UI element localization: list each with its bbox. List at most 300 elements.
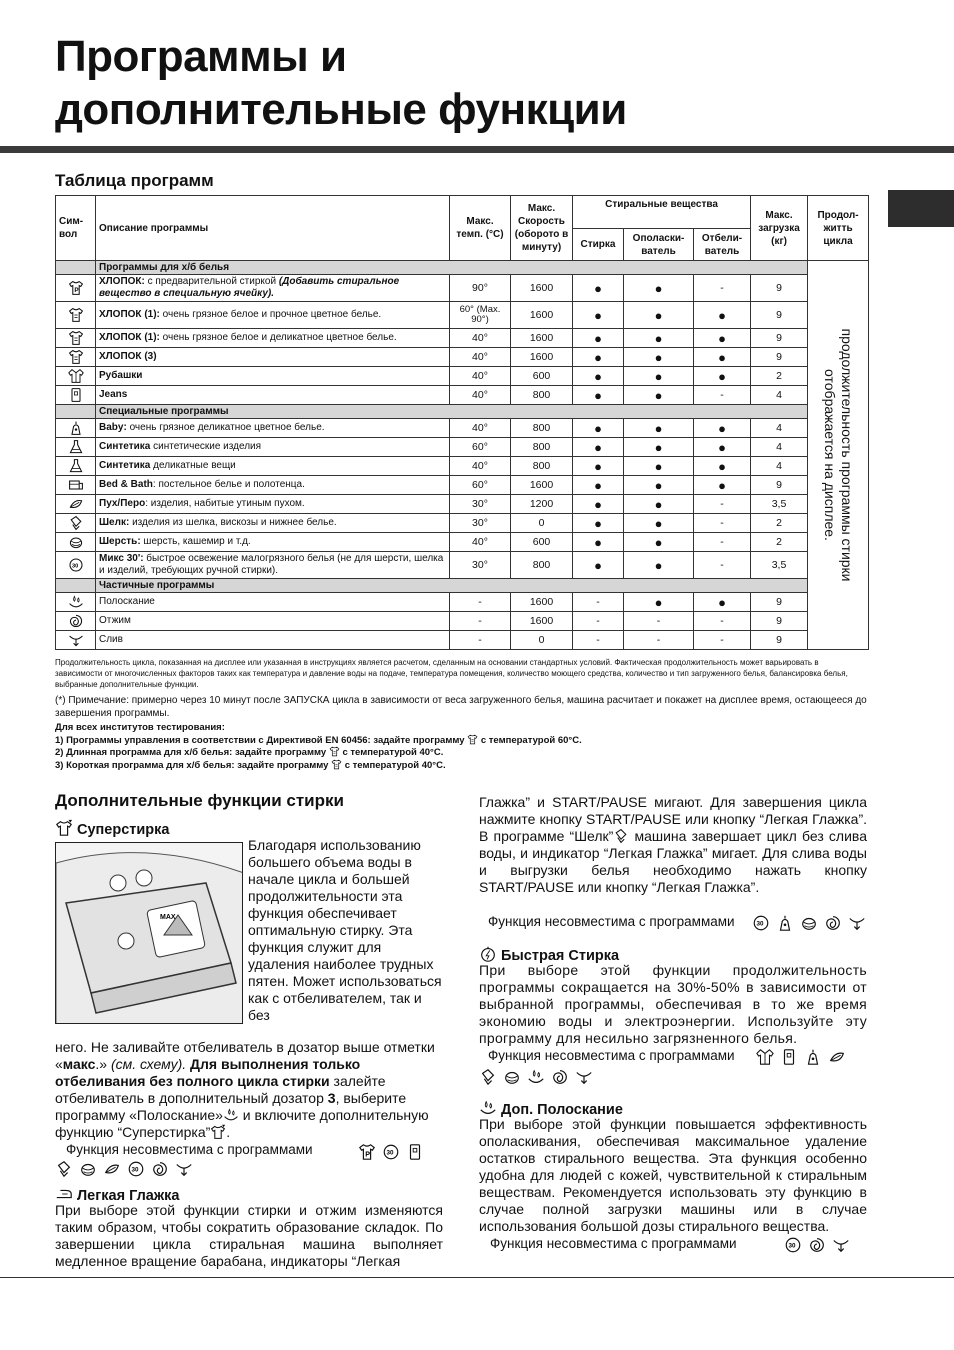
superwash-text-1: него. Не заливайте отбеливатель в дозатор выше отметки « <box>55 1039 435 1072</box>
language-tab-marker <box>888 190 954 227</box>
symbol-cell <box>56 476 96 495</box>
max-speed-cell: 1600 <box>511 275 573 302</box>
max-load-cell: 4 <box>751 457 808 476</box>
max-speed-cell: 1600 <box>511 593 573 612</box>
program-name: Bed & Bath <box>99 479 153 490</box>
rinse-cell: ● <box>624 476 694 495</box>
max-temp-cell: - <box>450 631 511 650</box>
program-description <box>96 533 450 552</box>
title-divider <box>0 146 954 153</box>
extra-functions-heading: Дополнительные функции стирки <box>55 791 344 810</box>
bleach-cell: ● <box>694 302 751 329</box>
bleach-cell: - <box>694 552 751 579</box>
table-row <box>56 329 869 348</box>
program-name: Синтетика <box>99 460 151 471</box>
max-load-cell: 2 <box>751 514 808 533</box>
max-load-cell: 9 <box>751 275 808 302</box>
group-symbol-cell <box>56 405 96 419</box>
max-load-cell: 4 <box>751 386 808 405</box>
easy-iron-incompatible-label: Функция несовместима с программами <box>488 914 735 929</box>
symbol-cell <box>56 367 96 386</box>
max-speed-cell: 1600 <box>511 612 573 631</box>
max-temp-cell: 30° <box>450 514 511 533</box>
max-load-cell: 9 <box>751 329 808 348</box>
cotton-icon <box>467 734 478 745</box>
silk-icon <box>68 515 84 531</box>
program-description <box>96 438 450 457</box>
max-speed-cell: 1600 <box>511 302 573 329</box>
max-temp-cell: 40° <box>450 348 511 367</box>
mix30-icon <box>752 914 770 932</box>
cotton-prewash-icon <box>358 1143 376 1161</box>
table-row <box>56 348 869 367</box>
program-name: ХЛОПОК: <box>99 276 145 287</box>
rinse-cell: ● <box>624 457 694 476</box>
baby-icon <box>68 420 84 436</box>
group-symbol-cell <box>56 261 96 275</box>
symbol-cell <box>56 275 96 302</box>
max-load-cell: 4 <box>751 419 808 438</box>
header-description: Описание программы <box>96 196 450 261</box>
test-line-1 <box>55 734 868 747</box>
rinse-cell: ● <box>624 438 694 457</box>
max-temp-cell: 60° <box>450 438 511 457</box>
test-3-text-a: 3) Короткая программа для х/б белья: задайте программу <box>55 759 329 771</box>
program-name: Шелк: <box>99 517 130 528</box>
max-speed-cell: 1600 <box>511 348 573 367</box>
header-rinse: Ополаски-ватель <box>624 229 694 261</box>
wash-cell: - <box>573 612 624 631</box>
bleach-cell: ● <box>694 419 751 438</box>
test-2-text-b: с температурой 40°C. <box>342 747 444 758</box>
drain-icon <box>575 1068 593 1086</box>
quick-wash-text: При выборе этой функции продолжительность программы сокращается на 30%-50% в зависимости от выбранной программы, обеспечивая в то же время экономию воды и электроэнергии. Используйте эту программу для несильно загрязненного белья. <box>479 962 867 1046</box>
rinse-cell: ● <box>624 329 694 348</box>
max-speed-cell: 1600 <box>511 476 573 495</box>
shirt-icon <box>756 1048 774 1066</box>
page-title <box>55 30 627 136</box>
synthetic-icon <box>68 458 84 474</box>
bleach-cell: - <box>694 495 751 514</box>
program-detail: изделия из шелка, вискозы и нижнее белье. <box>129 517 337 528</box>
max-temp-cell: 40° <box>450 386 511 405</box>
wool-icon <box>503 1068 521 1086</box>
bleach-cell: - <box>694 386 751 405</box>
page-title-line-1: Программы и <box>55 32 347 81</box>
program-description <box>96 552 450 579</box>
drain-icon <box>175 1160 193 1178</box>
wash-cell: - <box>573 631 624 650</box>
display-note: (*) Примечание: примерно через 10 минут после ЗАПУСКА цикла в зависимости от веса загруженного белья, машина расчитает и покажет на дисплее время, остающееся до завершения программы. <box>55 695 867 719</box>
silk-icon <box>613 828 629 844</box>
wash-cell: ● <box>573 348 624 367</box>
wash-cell: ● <box>573 438 624 457</box>
spin-icon <box>808 1236 826 1254</box>
easy-iron-text-right <box>479 794 867 896</box>
group-row <box>56 579 869 593</box>
easy-iron-text-left: При выборе этой функции стирки и отжим изменяются таким образом, чтобы сократить образование складок. По завершении цикла стиральная машина выполняет медленное вращение барабана, индикаторы “Легкая <box>55 1202 443 1269</box>
table-row <box>56 419 869 438</box>
spin-icon <box>151 1160 169 1178</box>
bleach-cell: - <box>694 612 751 631</box>
symbol-cell <box>56 593 96 612</box>
baby-icon <box>804 1048 822 1066</box>
symbol-cell <box>56 631 96 650</box>
program-description <box>96 631 450 650</box>
max-label: MAX <box>160 914 176 921</box>
wash-cell: - <box>573 593 624 612</box>
program-name: Baby: <box>99 422 127 433</box>
rinse-icon <box>479 1099 497 1117</box>
max-temp-cell: 30° <box>450 495 511 514</box>
table-row <box>56 457 869 476</box>
rinse-cell: ● <box>624 419 694 438</box>
spin-icon <box>824 914 842 932</box>
easy-iron-title: Легкая Глажка <box>77 1188 180 1204</box>
jeans-icon <box>406 1143 424 1161</box>
bottom-divider <box>0 1277 954 1278</box>
baby-icon <box>776 914 794 932</box>
program-detail: Полоскание <box>99 596 155 607</box>
superwash-title: Суперстирка <box>77 822 170 838</box>
superwash-text-3: залейте отбеливатель в дополнительный дозатор <box>55 1073 386 1106</box>
header-max-load: Макс. загрузка (кг) <box>751 196 808 261</box>
cotton-icon <box>68 349 84 365</box>
test-line-3 <box>55 759 868 772</box>
table-row <box>56 612 869 631</box>
group-symbol-cell <box>56 579 96 593</box>
wash-cell: ● <box>573 367 624 386</box>
down-icon <box>68 496 84 512</box>
easy-iron-text-right-2: машина завершает цикл без слива воды, и индикатор “Легкая Глажка” мигает. Для слива воды и выгрузки белья необходимо нажать кнопку START/PAUSE или кнопку “Легкая Глажка”. <box>479 828 867 895</box>
wash-cell: ● <box>573 275 624 302</box>
max-temp-cell: - <box>450 612 511 631</box>
shirt-icon <box>68 368 84 384</box>
max-load-cell: 9 <box>751 302 808 329</box>
group-title: Специальные программы <box>96 405 808 419</box>
max-load-cell: 9 <box>751 612 808 631</box>
cotton-prewash-icon <box>68 280 84 296</box>
bleach-cell: ● <box>694 348 751 367</box>
max-load-cell: 9 <box>751 593 808 612</box>
jeans-icon <box>68 387 84 403</box>
easy-iron-incompatible-icons <box>752 914 866 932</box>
mix30-icon <box>382 1143 400 1161</box>
program-name: ХЛОПОК (3) <box>99 351 157 362</box>
superwash-text-5: и включите дополнительную функцию “Суперстирка” <box>55 1107 429 1140</box>
bleach-cell: - <box>694 631 751 650</box>
down-icon <box>103 1160 121 1178</box>
wash-cell: ● <box>573 514 624 533</box>
symbol-cell <box>56 533 96 552</box>
symbol-cell <box>56 348 96 367</box>
quick-wash-incompatible-label: Функция несовместима с программами <box>488 1048 735 1063</box>
wash-cell: ● <box>573 419 624 438</box>
extra-rinse-incompatible-icons <box>784 1236 850 1254</box>
table-row <box>56 302 869 329</box>
cotton-icon <box>329 746 340 757</box>
wash-cell: ● <box>573 457 624 476</box>
max-load-cell: 9 <box>751 348 808 367</box>
program-description <box>96 593 450 612</box>
max-speed-cell: 800 <box>511 457 573 476</box>
bleach-cell: ● <box>694 476 751 495</box>
mix30-icon <box>784 1236 802 1254</box>
superwash-icon <box>210 1124 226 1140</box>
cotton-icon <box>68 307 84 323</box>
symbol-cell <box>56 514 96 533</box>
max-temp-cell: 40° <box>450 533 511 552</box>
rinse-cell: ● <box>624 386 694 405</box>
max-speed-cell: 1200 <box>511 495 573 514</box>
program-description <box>96 495 450 514</box>
symbol-cell <box>56 612 96 631</box>
rinse-cell: ● <box>624 302 694 329</box>
program-detail: очень грязное белое и прочное цветное белье. <box>159 309 382 320</box>
page-title-line-2: дополнительные функции <box>55 85 627 134</box>
header-wash: Стирка <box>573 229 624 261</box>
quick-wash-incompatible-icons-row2 <box>479 1068 593 1086</box>
header-max-speed: Макс. Скорость (оборото в минуту) <box>511 196 573 261</box>
program-name: Пух/Перо <box>99 498 146 509</box>
program-detail: деликатные вещи <box>150 460 236 471</box>
table-row <box>56 476 869 495</box>
program-table <box>55 195 869 650</box>
down-icon <box>828 1048 846 1066</box>
quick-wash-icon <box>479 945 497 963</box>
spin-icon <box>68 613 84 629</box>
rinse-cell: ● <box>624 533 694 552</box>
program-description <box>96 348 450 367</box>
program-detail: синтетические изделия <box>150 441 262 452</box>
max-load-cell: 3,5 <box>751 552 808 579</box>
program-detail: шерсть, кашемир и т.д. <box>140 536 251 547</box>
symbol-cell <box>56 302 96 329</box>
duration-cell <box>808 261 869 650</box>
max-load-cell: 2 <box>751 367 808 386</box>
rinse-cell: ● <box>624 593 694 612</box>
program-detail: Слив <box>99 634 123 645</box>
drain-icon <box>832 1236 850 1254</box>
max-speed-cell: 0 <box>511 631 573 650</box>
rinse-cell: - <box>624 612 694 631</box>
superwash-bold-1: макс <box>62 1056 96 1072</box>
bleach-cell: ● <box>694 457 751 476</box>
wool-icon <box>79 1160 97 1178</box>
header-max-temp: Макс. темп. (°C) <box>450 196 511 261</box>
wash-cell: ● <box>573 495 624 514</box>
group-title: Частичные программы <box>96 579 808 593</box>
jeans-icon <box>780 1048 798 1066</box>
table-row <box>56 438 869 457</box>
max-temp-cell: 40° <box>450 457 511 476</box>
program-description <box>96 419 450 438</box>
synthetic-icon <box>68 439 84 455</box>
program-detail: очень грязное белое и деликатное цветное белье. <box>159 332 397 343</box>
table-row <box>56 275 869 302</box>
symbol-cell <box>56 438 96 457</box>
table-row <box>56 631 869 650</box>
max-speed-cell: 600 <box>511 533 573 552</box>
header-symbol: Сим-вол <box>56 196 96 261</box>
spin-icon <box>551 1068 569 1086</box>
superwash-italic: (см. схему). <box>110 1056 187 1072</box>
max-temp-cell: 60° <box>450 476 511 495</box>
program-detail: Отжим <box>99 615 131 626</box>
max-load-cell: 4 <box>751 438 808 457</box>
bleach-cell: ● <box>694 438 751 457</box>
rinse-cell: ● <box>624 514 694 533</box>
silk-icon <box>479 1068 497 1086</box>
program-description <box>96 514 450 533</box>
test-line-2 <box>55 746 868 759</box>
max-load-cell: 2 <box>751 533 808 552</box>
max-speed-cell: 800 <box>511 419 573 438</box>
table-row <box>56 593 869 612</box>
testing-instructions <box>55 722 868 771</box>
program-name: Шерсть: <box>99 536 141 547</box>
superwash-bold-2: Для выполнения только отбеливания без полного цикла стирки <box>55 1056 361 1089</box>
program-description <box>96 476 450 495</box>
group-row <box>56 261 869 275</box>
bleach-cell: - <box>694 275 751 302</box>
program-description <box>96 302 450 329</box>
wash-cell: ● <box>573 329 624 348</box>
bleach-cell: ● <box>694 329 751 348</box>
drain-icon <box>848 914 866 932</box>
tests-title: Для всех институтов тестирования: <box>55 722 225 733</box>
drawer-drawing <box>56 843 243 1024</box>
max-load-cell: 9 <box>751 476 808 495</box>
max-load-cell: 9 <box>751 631 808 650</box>
extra-rinse-text: При выборе этой функции повышается эффективность ополаскивания, обеспечивая максимальное удаление остатков стирального вещества. Эта функция особенно удобна для людей с кожей, чувствительной к стиральным веществам. Рекомендуется использовать эту функцию в случае полной загрузки машины или в случае использования большой дозы стирального вещества. <box>479 1116 867 1234</box>
cotton-icon <box>68 330 84 346</box>
program-description <box>96 612 450 631</box>
program-detail: с предварительной стиркой <box>144 276 279 287</box>
max-speed-cell: 800 <box>511 438 573 457</box>
wash-cell: ● <box>573 386 624 405</box>
superwash-incompatible-label: Функция несовместима с программами <box>66 1142 313 1157</box>
program-name: Синтетика <box>99 441 151 452</box>
program-description <box>96 275 450 302</box>
program-name: ХЛОПОК (1): <box>99 332 160 343</box>
symbol-cell <box>56 552 96 579</box>
table-footnote: Продолжительность цикла, показанная на дисплее или указанная в инструкциях является расчетом, сделанным на основании стандартных условий. Фактическая продолжительность может варьировать в зависимости от многочисленных факторов таких как температура и давление воды на подаче, температура помещения, количество моющего средства, количество и тип загруженного белья, балансировка белья, выбранные дополнительные функции. <box>55 658 848 689</box>
bleach-cell: ● <box>694 593 751 612</box>
program-note: (Добавить стиральное вещество в специальную ячейку). <box>99 276 400 299</box>
superwash-side-text: Благодаря использованию большего объема воды в начале цикла и большей продолжительности эта функция обеспечивает оптимальную стирку. Эта функция служит для удаления наиболее трудных пятен. Может использоваться как с отбеливателем, так и без <box>248 837 442 1023</box>
wool-icon <box>68 534 84 550</box>
max-temp-cell: 40° <box>450 419 511 438</box>
rinse-cell: ● <box>624 552 694 579</box>
wool-icon <box>800 914 818 932</box>
table-row <box>56 386 869 405</box>
easy-iron-text-right-1: Глажка” и START/PAUSE мигают. Для завершения цикла нажмите кнопку START/PAUSE или кнопку “Легкая Глажка”. В программе “Шелк” <box>479 794 867 844</box>
extra-rinse-incompatible-label: Функция несовместима с программами <box>490 1236 737 1251</box>
program-detail: быстрое освежение малогрязного белья (не для шерсти, шелка и изделий, требующих ручной стирки). <box>99 553 444 576</box>
symbol-cell <box>56 419 96 438</box>
max-temp-cell: 30° <box>450 552 511 579</box>
symbol-cell <box>56 495 96 514</box>
test-3-text-b: с температурой 40°C. <box>344 759 446 771</box>
header-detergents: Стиральные вещества <box>573 196 751 229</box>
rinse-icon <box>68 594 84 610</box>
max-temp-cell: - <box>450 593 511 612</box>
rinse-icon <box>223 1107 239 1123</box>
max-speed-cell: 600 <box>511 367 573 386</box>
symbol-cell <box>56 329 96 348</box>
superwash-incompatible-icons-row2 <box>55 1160 193 1178</box>
superwash-continued-text: него. Не заливайте отбеливатель в дозатор выше отметки «макс.» (см. схему). Для выполнения только отбеливания без полного цикла стирки залейте отбеливатель в дополнительный дозатор 3, выберите программу «Полоскание» и включите дополнительную функцию “Суперстирка” . <box>55 1039 435 1140</box>
rinse-cell: - <box>624 631 694 650</box>
silk-icon <box>55 1160 73 1178</box>
duration-note: продолжительность программы стирки отображается на дисплее. <box>822 328 856 582</box>
quick-wash-title: Быстрая Стирка <box>501 948 620 964</box>
program-detail: очень грязное деликатное цветное белье. <box>126 422 325 433</box>
max-speed-cell: 1600 <box>511 329 573 348</box>
rinse-cell: ● <box>624 275 694 302</box>
table-row <box>56 495 869 514</box>
mix30-icon <box>68 557 84 573</box>
mix30-icon <box>127 1160 145 1178</box>
iron-icon <box>55 1185 73 1203</box>
max-load-cell: 3,5 <box>751 495 808 514</box>
max-temp-cell: 40° <box>450 367 511 386</box>
bleach-cell: ● <box>694 367 751 386</box>
test-1-text-b: с температурой 60°C. <box>480 734 582 746</box>
program-description <box>96 457 450 476</box>
rinse-cell: ● <box>624 495 694 514</box>
table-row <box>56 533 869 552</box>
rinse-cell: ● <box>624 367 694 386</box>
superwash-icon <box>55 819 73 837</box>
wash-cell: ● <box>573 476 624 495</box>
bleach-cell: - <box>694 514 751 533</box>
wash-cell: ● <box>573 302 624 329</box>
max-speed-cell: 0 <box>511 514 573 533</box>
detergent-drawer-illustration <box>55 842 243 1024</box>
superwash-heading <box>55 819 169 838</box>
superwash-text-4: , выберите программу «Полоскание» <box>55 1090 407 1123</box>
program-description <box>96 329 450 348</box>
rinse-cell: ● <box>624 348 694 367</box>
max-temp-cell: 90° <box>450 275 511 302</box>
bed-bath-icon <box>68 477 84 493</box>
program-name: Рубашки <box>99 370 143 381</box>
header-duration: Продол-житть цикла <box>808 196 869 261</box>
max-speed-cell: 800 <box>511 552 573 579</box>
table-row <box>56 552 869 579</box>
program-detail: : изделия, набитые утиным пухом. <box>145 498 305 509</box>
program-name: Микс 30': <box>99 553 144 564</box>
bleach-cell: - <box>694 533 751 552</box>
program-description <box>96 386 450 405</box>
test-2-text-a: 2) Длинная программа для х/б белья: задайте программу <box>55 747 327 758</box>
wash-cell: ● <box>573 552 624 579</box>
program-name: Jeans <box>99 389 128 400</box>
superwash-incompatible-icons-row1 <box>358 1143 424 1161</box>
test-1-text-a: 1) Программы управления в соответствии с Директивой EN 60456: задайте программу <box>55 734 465 746</box>
extra-rinse-title: Доп. Полоскание <box>501 1102 623 1118</box>
cotton-icon <box>331 759 342 770</box>
program-name: ХЛОПОК (1): <box>99 309 160 320</box>
header-bleach: Отбели-ватель <box>694 229 751 261</box>
table-heading: Таблица программ <box>55 171 214 190</box>
symbol-cell <box>56 457 96 476</box>
superwash-text-2: .» <box>95 1056 111 1072</box>
symbol-cell <box>56 386 96 405</box>
max-speed-cell: 800 <box>511 386 573 405</box>
